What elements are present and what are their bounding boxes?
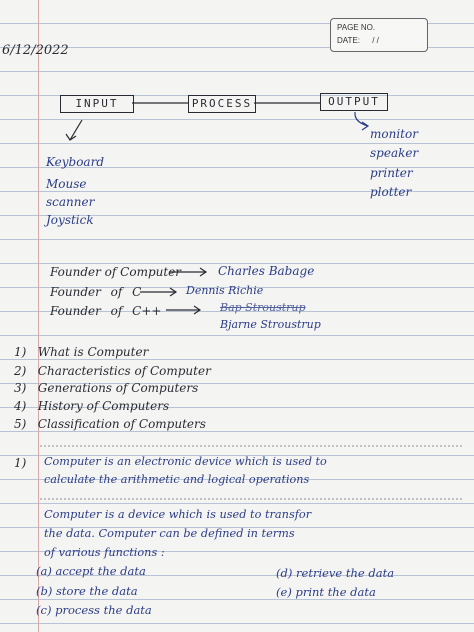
answer-line: calculate the arithmetic and logical operations [44,473,310,486]
definition-line: Computer is a device which is used to transfor [44,508,312,521]
list-item: Keyboard [46,155,105,169]
list-item: plotter [370,185,412,199]
list-item: (a) accept the data [36,564,146,578]
list-item: 3) Generations of Computers [14,381,199,395]
list-item: Joystick [46,213,94,227]
handwritten-date: 6/12/2022 [2,43,69,58]
list-item: printer [370,166,413,180]
date-label: DATE: / / [337,36,379,45]
process-box: PROCESS [188,95,256,113]
list-item: 2) Characteristics of Computer [14,364,211,378]
list-item: 5) Classification of Computers [14,417,206,431]
founder-label: Founder of Computer [50,265,182,279]
list-item: scanner [46,195,95,209]
founder-label: Founder of C [50,285,142,299]
founder-name: Dennis Richie [186,284,264,297]
answer-line: Computer is an electronic device which is used to [44,455,327,468]
page-no-label: PAGE NO. [337,23,376,32]
founder-name: Bjarne Stroustrup [220,318,321,331]
list-item: Mouse [46,177,87,191]
list-item: (e) print the data [276,585,376,599]
output-box: OUTPUT [320,93,388,111]
list-item: 4) History of Computers [14,399,170,413]
struck-name: Bap Stroustrup [220,301,306,314]
list-item: speaker [370,146,419,160]
input-box: INPUT [60,95,134,113]
answer-number: 1) [14,456,27,470]
list-item: 1) What is Computer [14,345,149,359]
founder-label: Founder of C++ [50,304,162,318]
definition-line: of various functions : [44,546,165,559]
founder-name: Charles Babage [218,264,315,278]
definition-line: the data. Computer can be defined in terms [44,527,295,540]
list-item: (c) process the data [36,603,152,617]
list-item: (b) store the data [36,584,138,598]
list-item: monitor [370,127,418,141]
list-item: (d) retrieve the data [276,566,395,580]
